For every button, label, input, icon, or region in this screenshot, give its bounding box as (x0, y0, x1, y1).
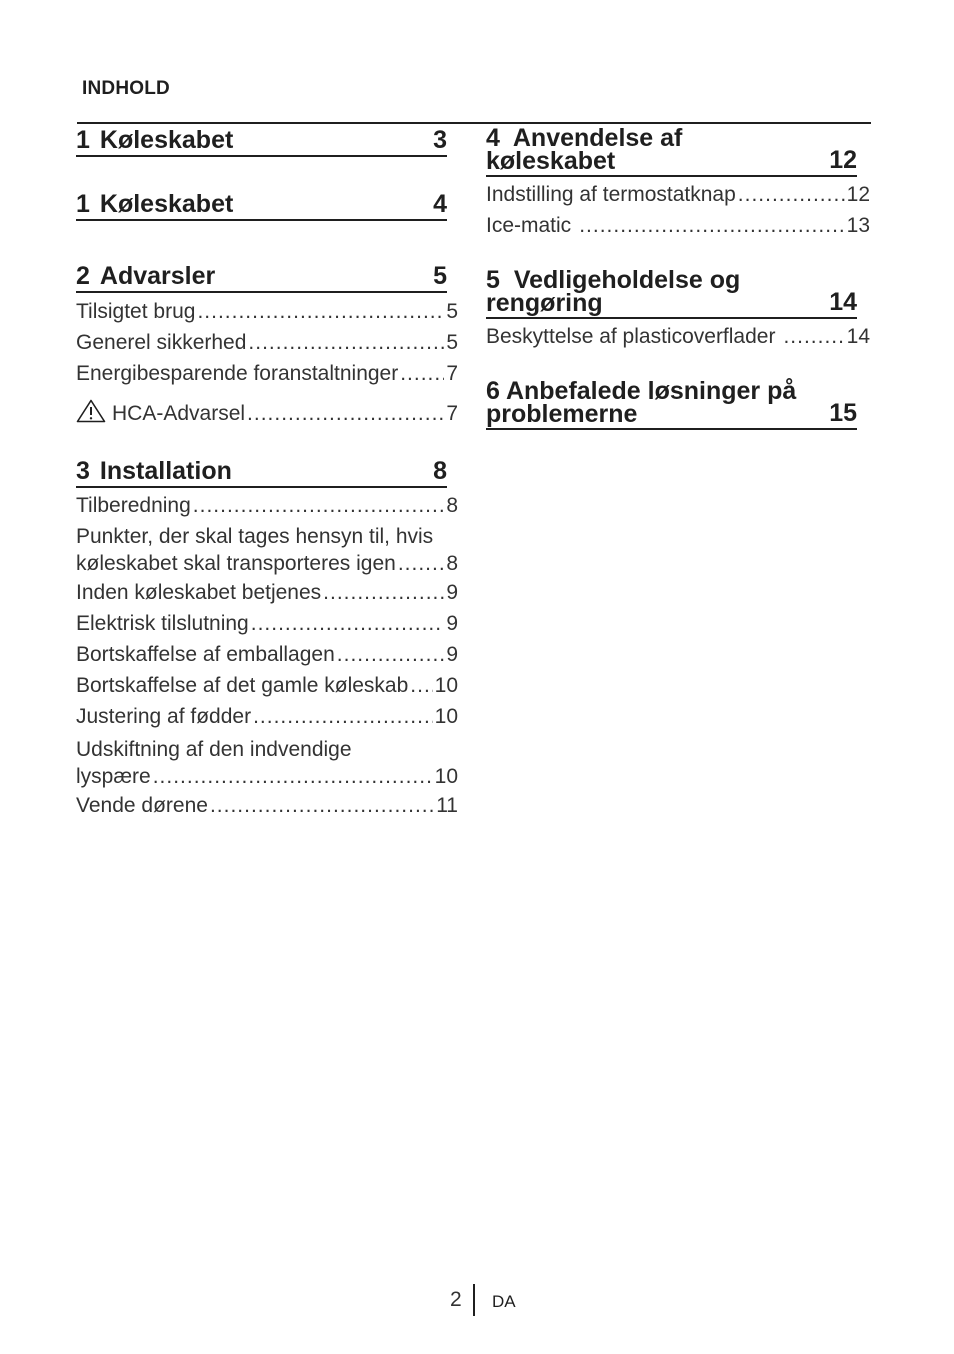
dot-leader (247, 398, 444, 429)
toc-entry[interactable] (486, 210, 870, 241)
toc-entry[interactable] (76, 790, 458, 821)
toc-entry[interactable] (486, 321, 870, 352)
entry-label: Tilberedning (76, 494, 191, 517)
entry-label: Indstilling af termostatknap (486, 183, 736, 206)
dot-leader (398, 550, 444, 577)
section-number: 4 (486, 124, 500, 152)
section-heading[interactable] (76, 459, 447, 488)
entry-label: Bortskaffelse af emballagen (76, 643, 335, 666)
section-title: Køleskabet (99, 190, 234, 218)
dot-leader (193, 490, 445, 521)
dot-leader (253, 701, 433, 732)
entry-page: 10 (434, 765, 458, 788)
entry-page: 13 (846, 214, 870, 237)
toc-entry[interactable] (76, 639, 458, 670)
section-heading[interactable] (76, 128, 447, 157)
warning-triangle-icon (76, 399, 106, 423)
section-number: 1 (76, 126, 90, 154)
section-page: 8 (433, 457, 447, 485)
entry-label: lyspære (76, 765, 151, 788)
page-heading: INDHOLD (82, 78, 170, 99)
dot-leader (210, 790, 434, 821)
section-heading[interactable] (486, 266, 857, 319)
entry-page: 7 (446, 362, 458, 385)
toc-entry[interactable] (76, 701, 458, 732)
entry-page: 7 (446, 402, 458, 425)
section-title-line2: rengøring (486, 289, 603, 317)
toc-section-2 (76, 264, 458, 429)
entry-label: Inden køleskabet betjenes (76, 581, 322, 604)
section-title: Advarsler (99, 262, 216, 290)
section-title-wrap (486, 124, 819, 175)
entry-label: Elektrisk tilslutning (76, 612, 249, 635)
entry-page: 14 (846, 325, 870, 348)
toc-entry[interactable] (76, 327, 458, 358)
toc-entry[interactable] (76, 670, 458, 701)
entry-page: 12 (846, 183, 870, 206)
entry-label: Generel sikkerhed (76, 331, 247, 354)
section-page: 5 (433, 262, 447, 290)
section-number: 5 (486, 266, 500, 294)
section-page: 12 (829, 146, 857, 174)
footer-divider (473, 1284, 475, 1316)
entry-page: 11 (436, 794, 458, 817)
entry-page: 9 (446, 643, 458, 666)
toc-section-6 (486, 377, 870, 430)
dot-leader (251, 608, 445, 639)
section-title-line2: problemerne (486, 400, 638, 428)
toc-section-3 (76, 459, 458, 821)
toc-entry[interactable] (76, 523, 458, 577)
toc-entry[interactable] (76, 608, 458, 639)
toc-entry[interactable] (76, 358, 458, 389)
toc-section-4 (486, 124, 870, 241)
dot-leader (400, 358, 444, 389)
entry-label: Justering af fødder (76, 705, 252, 728)
entry-label: Beskyttelse af plasticoverflader (486, 325, 776, 348)
entry-label: Vende dørene (76, 794, 208, 817)
language-code: DA (492, 1292, 516, 1311)
toc-entry[interactable] (76, 398, 458, 429)
entry-page: 10 (434, 674, 458, 697)
page-footer (0, 1284, 954, 1316)
entry-label-line1: Udskiftning af den indvendige (76, 738, 352, 761)
dot-leader (248, 327, 444, 358)
section-page: 14 (829, 288, 857, 316)
section-heading[interactable] (76, 264, 447, 293)
section-number: 6 (486, 377, 500, 405)
toc-entry[interactable] (76, 490, 458, 521)
entry-label-line1: Punkter, der skal tages hensyn til, hvis (76, 525, 434, 548)
toc-entry[interactable] (76, 577, 458, 608)
toc-right-column (486, 124, 870, 430)
section-number: 2 (76, 262, 90, 290)
toc-left-column (76, 124, 458, 821)
section-number: 1 (76, 190, 90, 218)
entry-page: 8 (446, 552, 458, 575)
toc-section-1b (76, 192, 458, 221)
toc-section-1a (76, 128, 458, 157)
entry-label: Energibesparende foranstaltninger (76, 362, 399, 385)
entry-page: 9 (446, 612, 458, 635)
section-page: 4 (433, 190, 447, 218)
entry-label-wrap (76, 398, 245, 429)
section-page: 15 (829, 399, 857, 427)
section-title-line2: køleskabet (486, 147, 616, 175)
section-title-wrap (486, 377, 819, 428)
toc-section-5 (486, 266, 870, 352)
section-title-line1: Vedligeholdelse og (513, 266, 741, 294)
entry-label: køleskabet skal transporteres igen (76, 552, 396, 575)
entry-label: Ice-matic (486, 214, 572, 237)
entry-page: 5 (446, 300, 458, 323)
toc-entry[interactable] (76, 736, 458, 790)
page-number: 2 (450, 1288, 462, 1311)
entry-label: HCA-Advarsel (112, 402, 246, 425)
dot-leader (323, 577, 444, 608)
section-page: 3 (433, 126, 447, 154)
toc-entry[interactable] (76, 296, 458, 327)
entry-page: 9 (446, 581, 458, 604)
entry-page: 10 (434, 705, 458, 728)
section-title-line1: Anvendelse af (512, 124, 683, 152)
dot-leader (783, 321, 844, 352)
dot-leader (738, 179, 845, 210)
entry-label: Tilsigtet brug (76, 300, 196, 323)
section-heading[interactable] (486, 124, 857, 177)
section-title-line1: Anbefalede løsninger på (505, 377, 797, 405)
dot-leader (337, 639, 445, 670)
section-title: Køleskabet (99, 126, 234, 154)
section-title: Installation (99, 457, 232, 485)
section-heading[interactable] (486, 377, 857, 430)
entry-page: 8 (446, 494, 458, 517)
dot-leader (579, 210, 844, 241)
section-number: 3 (76, 457, 90, 485)
dot-leader (153, 763, 433, 790)
entry-label: Bortskaffelse af det gamle køleskab (76, 674, 409, 697)
toc-entry[interactable] (486, 179, 870, 210)
entry-page: 5 (446, 331, 458, 354)
section-title-wrap (486, 266, 819, 317)
section-heading[interactable] (76, 192, 447, 221)
dot-leader (410, 670, 432, 701)
dot-leader (197, 296, 444, 327)
